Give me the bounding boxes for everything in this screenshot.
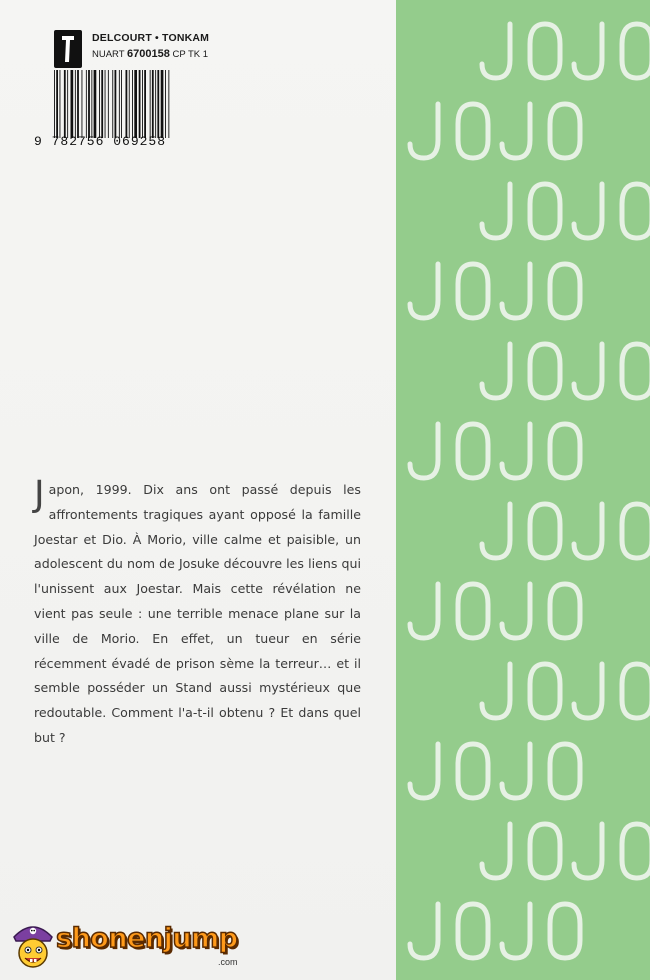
barcode-bar (112, 70, 113, 138)
jojo-letter-j (574, 824, 602, 878)
barcode-bar (126, 70, 128, 138)
jojo-letter-j (482, 184, 510, 238)
jojo-letter-o (458, 104, 488, 158)
jojo-letter-stroke (458, 104, 488, 158)
jojo-letter-j (482, 504, 510, 558)
barcode-bar (91, 70, 92, 138)
jojo-letter-o (458, 584, 488, 638)
barcode-bar (56, 70, 58, 138)
jojo-pattern-row (396, 648, 650, 728)
jojo-letter-stroke (482, 664, 510, 718)
jojo-letter-stroke (622, 344, 650, 398)
jojo-letter-o (458, 424, 488, 478)
jojo-letter-stroke (410, 744, 438, 798)
pirate-mascot-icon (10, 917, 56, 971)
publisher-names: DELCOURT • TONKAM (92, 32, 210, 44)
jojo-letter-stroke (530, 664, 560, 718)
jojo-letter-j (574, 184, 602, 238)
jojo-letter-j (502, 424, 530, 478)
jojo-letter-stroke (574, 184, 602, 238)
jojo-letter-stroke (550, 424, 580, 478)
jojo-letter-stroke (574, 664, 602, 718)
jojo-letter-stroke (550, 104, 580, 158)
barcode-bar (144, 70, 146, 138)
jojo-letter-stroke (622, 504, 650, 558)
barcode-bar (75, 70, 76, 138)
jojo-letter-stroke (410, 904, 438, 958)
ref-number: 6700158 (127, 48, 170, 60)
jojo-letter-o (550, 104, 580, 158)
isbn-digits: 9 782756 069258 (34, 134, 167, 149)
jojo-pattern-row (396, 88, 650, 168)
jojo-pattern-row (396, 248, 650, 328)
jojo-letter-stroke (550, 264, 580, 318)
jojo-letter-j (482, 344, 510, 398)
jojo-letter-stroke (530, 24, 560, 78)
shonenjump-wordmark: shonenjump (56, 923, 238, 954)
jojo-letter-stroke (502, 904, 530, 958)
jojo-pattern-row (396, 488, 650, 568)
jojo-letter-o (622, 504, 650, 558)
jojo-letter-o (550, 744, 580, 798)
barcode-bar (142, 70, 143, 138)
barcode-block (34, 30, 214, 160)
jojo-letter-o (550, 264, 580, 318)
jojo-letter-j (502, 584, 530, 638)
barcode-bar (82, 70, 83, 138)
ref-prefix: NUART (92, 49, 125, 60)
jojo-pattern-row (396, 328, 650, 408)
jojo-letter-stroke (482, 824, 510, 878)
jojo-letter-stroke (622, 664, 650, 718)
barcode-bar (86, 70, 87, 138)
jojo-letter-stroke (574, 504, 602, 558)
jojo-letter-stroke (530, 184, 560, 238)
jojo-letter-o (622, 824, 650, 878)
jojo-letter-stroke (482, 184, 510, 238)
jojo-letter-j (410, 744, 438, 798)
barcode-bar (94, 70, 97, 138)
barcode-bar (152, 70, 154, 138)
barcode-bar (115, 70, 117, 138)
jojo-pattern-row (396, 728, 650, 808)
jojo-letter-j (502, 744, 530, 798)
jojo-letter-j (502, 264, 530, 318)
jojo-letter-o (530, 24, 560, 78)
jojo-letter-stroke (622, 824, 650, 878)
jojo-letter-o (550, 584, 580, 638)
jojo-letter-o (550, 424, 580, 478)
barcode-bar (161, 70, 164, 138)
jojo-letter-stroke (622, 184, 650, 238)
barcode-bar (129, 70, 130, 138)
jojo-letter-stroke (574, 824, 602, 878)
synopsis-text: apon, 1999. Dix ans ont passé depuis les affrontements tragiques ayant opposé la famille Joestar et Dio. À Morio, ville calme et paisible, un adolescent du nom de Josuke découvre les liens qui l'unissent aux Joestar. Mais cette révélation ne vient pas seule : une terrible menace plane sur la ville de Morio. En effet, un tueur en série récemment évadé de prison sème la terreur… et il semble posséder un Stand aussi mystérieux que redoutable. Comment l'a-t-il obtenu ? Et dans quel but ? (34, 482, 361, 745)
jojo-letter-o (530, 664, 560, 718)
barcode-bar (150, 70, 151, 138)
jojo-letter-stroke (410, 424, 438, 478)
barcode-bar (134, 70, 137, 138)
jojo-pattern-row (396, 408, 650, 488)
jojo-letter-stroke (502, 104, 530, 158)
barcode-bar (77, 70, 79, 138)
jojo-letter-stroke (502, 264, 530, 318)
ref-suffix: CP TK 1 (172, 49, 209, 60)
jojo-letter-j (574, 504, 602, 558)
jojo-letter-j (410, 904, 438, 958)
jojo-letter-j (410, 104, 438, 158)
jojo-letter-stroke (550, 904, 580, 958)
jojo-letter-stroke (410, 584, 438, 638)
jojo-letter-o (550, 904, 580, 958)
barcode-bar (139, 70, 141, 138)
barcode-bar (121, 70, 122, 138)
jojo-letter-j (574, 344, 602, 398)
jojo-letter-stroke (574, 24, 602, 78)
jojo-letter-stroke (502, 584, 530, 638)
jojo-letter-o (458, 904, 488, 958)
jojo-letter-stroke (458, 744, 488, 798)
jojo-letter-o (530, 504, 560, 558)
barcode-bar (88, 70, 90, 138)
jojo-letter-j (574, 664, 602, 718)
product-reference (92, 48, 208, 60)
barcode-bar (71, 70, 74, 138)
jojo-letter-stroke (410, 104, 438, 158)
jojo-letter-stroke (482, 504, 510, 558)
barcode-bar (105, 70, 106, 138)
jojo-letter-j (482, 24, 510, 78)
publisher-logo-icon (54, 30, 82, 68)
jojo-letter-o (622, 664, 650, 718)
barcode-bar (108, 70, 109, 138)
barcode-bar (67, 70, 68, 138)
jojo-letter-j (574, 24, 602, 78)
barcode-bar (165, 70, 166, 138)
shonenjump-domain: .com (218, 957, 238, 967)
barcode-bar (132, 70, 133, 138)
jojo-pattern-row (396, 168, 650, 248)
jojo-letter-stroke (574, 344, 602, 398)
synopsis-dropcap: J (34, 474, 45, 515)
jojo-letter-stroke (482, 344, 510, 398)
jojo-letter-o (530, 344, 560, 398)
jojo-letter-stroke (458, 904, 488, 958)
jojo-letter-stroke (482, 24, 510, 78)
barcode-bar (64, 70, 66, 138)
jojo-letter-stroke (458, 584, 488, 638)
jojo-letter-j (482, 824, 510, 878)
synopsis (34, 474, 361, 751)
jojo-letter-j (502, 904, 530, 958)
barcode-bar (155, 70, 156, 138)
jojo-pattern-row (396, 568, 650, 648)
jojo-letter-stroke (502, 424, 530, 478)
jojo-pattern-panel (396, 0, 650, 980)
jojo-letter-j (410, 264, 438, 318)
jojo-letter-stroke (458, 424, 488, 478)
jojo-letter-o (530, 184, 560, 238)
jojo-letter-stroke (458, 264, 488, 318)
jojo-letter-j (502, 104, 530, 158)
jojo-letter-j (410, 584, 438, 638)
barcode-bar (101, 70, 103, 138)
jojo-letter-stroke (530, 824, 560, 878)
jojo-letter-o (458, 264, 488, 318)
jojo-letter-o (622, 184, 650, 238)
jojo-pattern-row (396, 888, 650, 968)
jojo-letter-stroke (622, 24, 650, 78)
barcode-bar (168, 70, 169, 138)
jojo-letter-stroke (550, 744, 580, 798)
barcode-bar (157, 70, 159, 138)
jojo-letter-o (622, 24, 650, 78)
barcode (52, 70, 212, 138)
jojo-letter-o (458, 744, 488, 798)
jojo-letter-o (622, 344, 650, 398)
barcode-bar (54, 70, 55, 138)
barcode-bar (60, 70, 61, 138)
jojo-pattern-row (396, 808, 650, 888)
jojo-letter-j (410, 424, 438, 478)
barcode-bar (99, 70, 100, 138)
shonenjump-logo (10, 915, 280, 975)
jojo-letter-stroke (530, 504, 560, 558)
jojo-letter-stroke (502, 744, 530, 798)
barcode-bar (119, 70, 120, 138)
jojo-letter-stroke (530, 344, 560, 398)
jojo-letter-o (530, 824, 560, 878)
jojo-letter-j (482, 664, 510, 718)
jojo-pattern-row (396, 8, 650, 88)
jojo-letter-stroke (550, 584, 580, 638)
jojo-letter-stroke (410, 264, 438, 318)
